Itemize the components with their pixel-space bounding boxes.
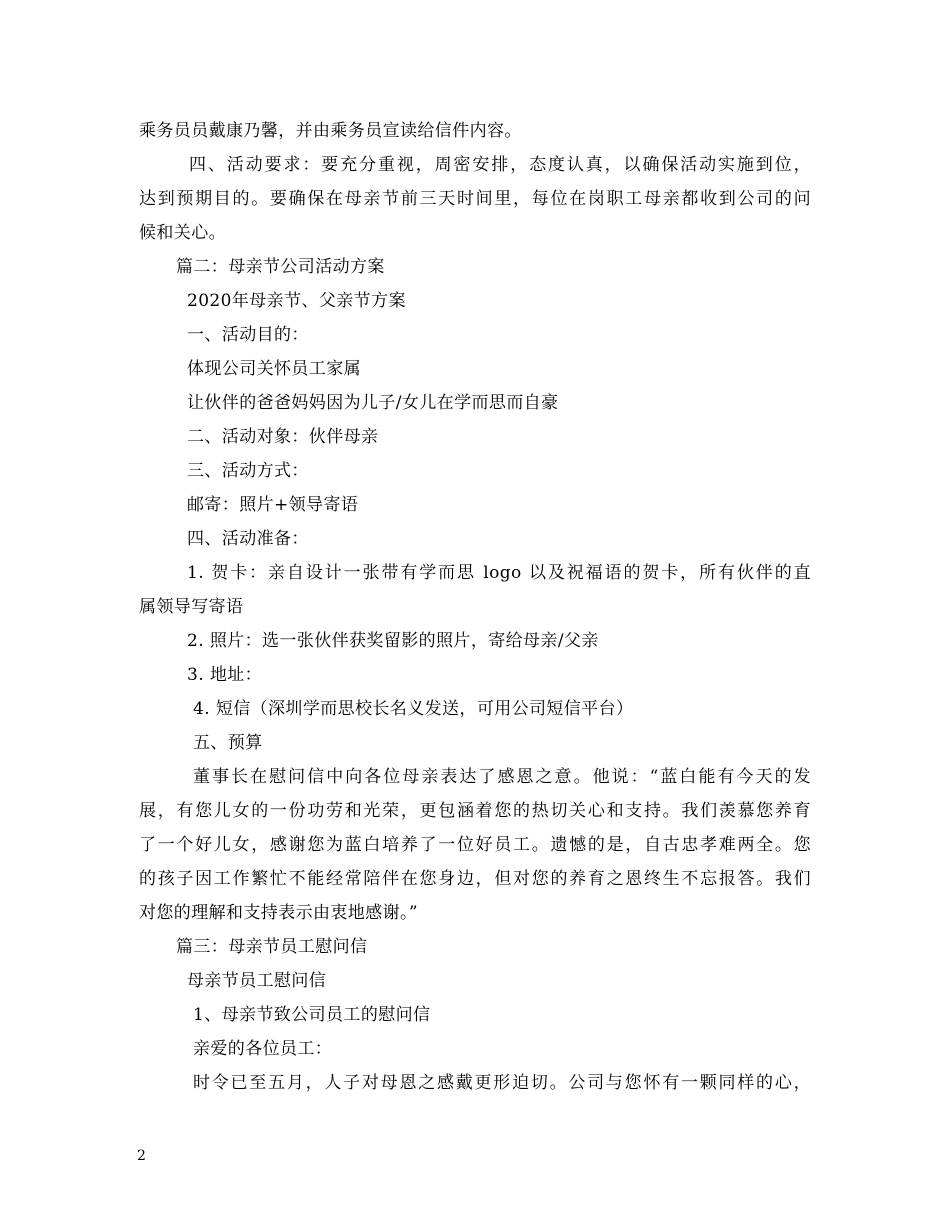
section-heading: 篇三：母亲节员工慰问信 xyxy=(176,937,368,957)
text-line: 三、活动方式： xyxy=(187,461,309,481)
text-line: 邮寄：照片+领导寄语 xyxy=(187,495,359,515)
text-line: 2. 照片：选一张伙伴获奖留影的照片，寄给母亲/父亲 xyxy=(187,631,599,651)
text-line: 3. 地址： xyxy=(187,665,263,685)
text-line: 候和关心。 xyxy=(139,223,226,243)
page-number: 2 xyxy=(137,1148,146,1164)
text-line: 董事长在慰问信中向各位母亲表达了感恩之意。他说：“蓝白能有今天的发 xyxy=(193,767,811,787)
text-line: 母亲节员工慰问信 xyxy=(187,971,327,991)
text-line: 亲爱的各位员工： xyxy=(193,1039,333,1059)
text-line: 乘务员员戴康乃馨，并由乘务员宣读给信件内容。 xyxy=(139,121,522,141)
text-line: 1、母亲节致公司员工的慰问信 xyxy=(193,1005,431,1025)
text-line: 4. 短信（深圳学而思校长名义发送，可用公司短信平台） xyxy=(193,699,634,719)
text-line: 达到预期目的。要确保在母亲节前三天时间里，每位在岗职工母亲都收到公司的问 xyxy=(139,189,811,209)
text-line: 的孩子因工作繁忙不能经常陪伴在您身边，但对您的养育之恩终生不忘报答。我们 xyxy=(139,869,811,889)
text-line: 展，有您儿女的一份功劳和光荣，更包涵着您的热切关心和支持。我们羡慕您养育 xyxy=(139,801,811,821)
text-line: 2020年母亲节、父亲节方案 xyxy=(187,291,406,311)
text-line: 时令已至五月，人子对母恩之感戴更形迫切。公司与您怀有一颗同样的心， xyxy=(193,1073,811,1093)
text-line: 1. 贺卡：亲自设计一张带有学而思 logo 以及祝福语的贺卡，所有伙伴的直 xyxy=(187,563,811,583)
text-line: 对您的理解和支持表示由衷地感谢。” xyxy=(139,903,418,923)
text-line: 四、活动要求：要充分重视，周密安排，态度认真，以确保活动实施到位， xyxy=(189,155,811,175)
text-line: 让伙伴的爸爸妈妈因为儿子/女儿在学而思而自豪 xyxy=(187,393,559,413)
text-line: 一、活动目的： xyxy=(187,325,309,345)
text-line: 二、活动对象：伙伴母亲 xyxy=(187,427,379,447)
text-line: 了一个好儿女，感谢您为蓝白培养了一位好员工。遗憾的是，自古忠孝难两全。您 xyxy=(139,835,811,855)
section-heading: 篇二：母亲节公司活动方案 xyxy=(176,257,385,277)
text-line: 四、活动准备： xyxy=(187,529,309,549)
text-line: 五、预算 xyxy=(193,733,263,753)
text-line: 体现公司关怀员工家属 xyxy=(187,359,361,379)
text-line: 属领导写寄语 xyxy=(139,597,244,617)
